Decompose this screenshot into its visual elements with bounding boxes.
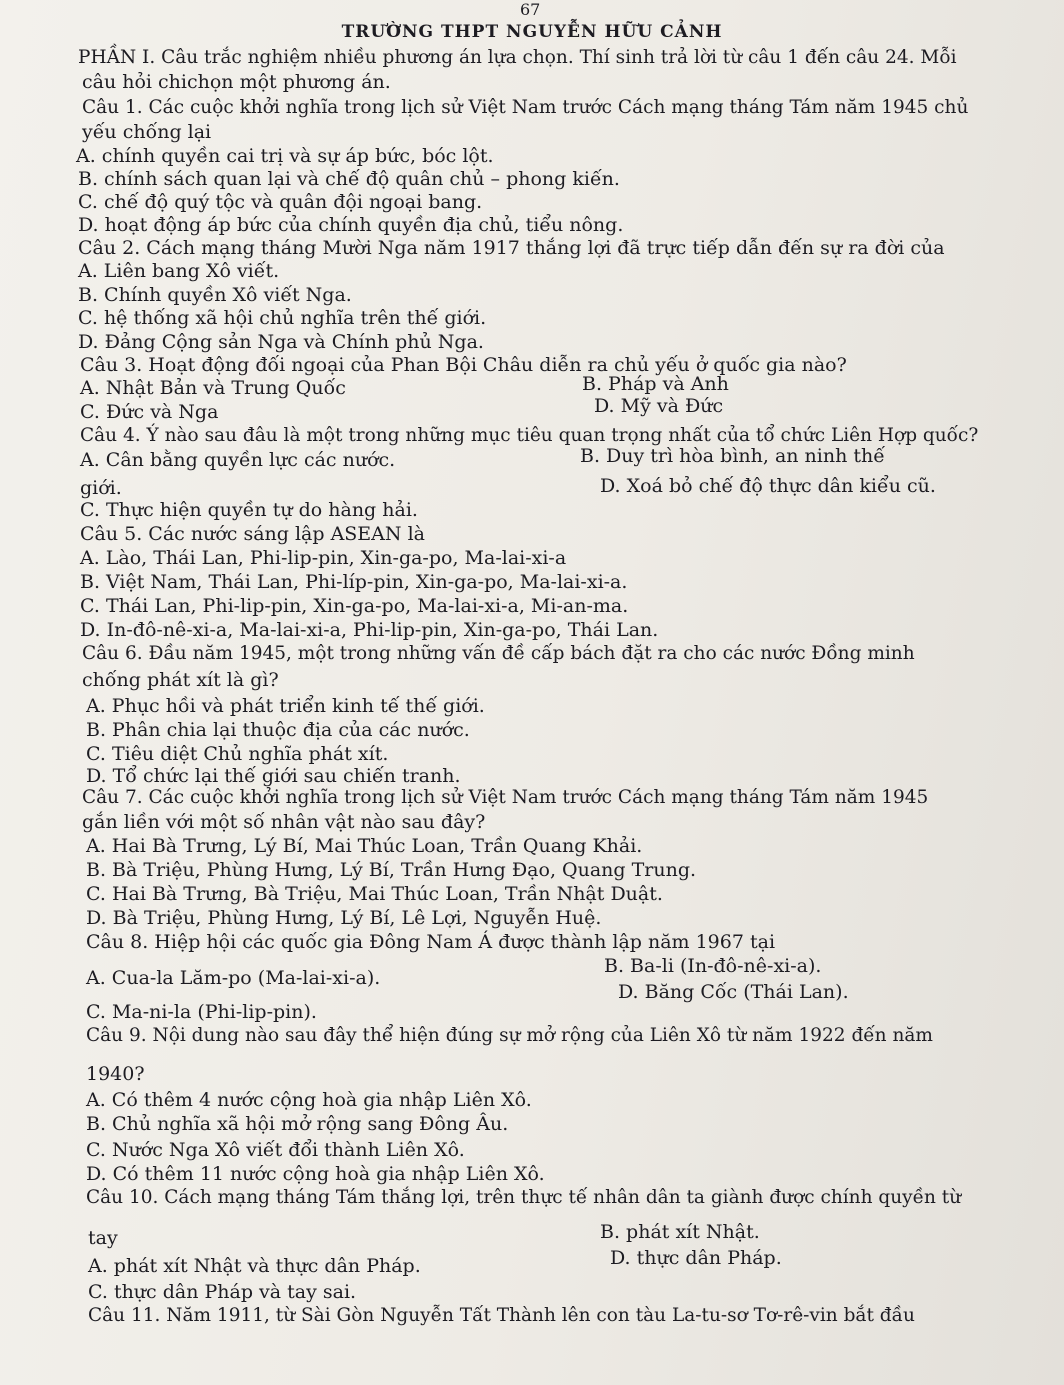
question-1-stem: Câu 1. Các cuộc khởi nghĩa trong lịch sử Việt Nam trước Cách mạng tháng Tám năm 1945 chủ [82, 97, 969, 118]
question-10-option-c: C. thực dân Pháp và tay sai. [88, 1281, 357, 1303]
question-6-stem: Câu 6. Đầu năm 1945, một trong những vấn đề cấp bách đặt ra cho các nước Đồng minh [82, 643, 915, 664]
question-2-option-d: D. Đảng Cộng sản Nga và Chính phủ Nga. [78, 331, 484, 353]
question-7-stem: Câu 7. Các cuộc khởi nghĩa trong lịch sử Việt Nam trước Cách mạng tháng Tám năm 1945 [82, 787, 929, 808]
question-9-option-b: B. Chủ nghĩa xã hội mở rộng sang Đông Âu. [86, 1113, 509, 1135]
question-5-stem: Câu 5. Các nước sáng lập ASEAN là [80, 523, 425, 545]
question-9-option-d: D. Có thêm 11 nước cộng hoà gia nhập Liên Xô. [86, 1163, 545, 1185]
question-4-option-d: D. Xoá bỏ chế độ thực dân kiểu cũ. [600, 475, 936, 497]
question-1-option-b: B. chính sách quan lại và chế độ quân chủ – phong kiến. [78, 168, 620, 190]
question-1-stem: yếu chống lại [82, 121, 212, 143]
question-4-option-a: A. Cân bằng quyền lực các nước. [80, 449, 396, 471]
question-5-option-b: B. Việt Nam, Thái Lan, Phi-líp-pin, Xin-ga-po, Ma-lai-xi-a. [80, 571, 628, 593]
question-1-option-c: C. chế độ quý tộc và quân đội ngoại bang. [78, 191, 483, 213]
question-9-stem: Câu 9. Nội dung nào sau đây thể hiện đúng sự mở rộng của Liên Xô từ năm 1922 đến năm [86, 1025, 933, 1046]
question-3-option-d: D. Mỹ và Đức [594, 395, 724, 417]
question-4-option-c: C. Thực hiện quyền tự do hàng hải. [80, 499, 418, 521]
question-2-stem: Câu 2. Cách mạng tháng Mười Nga năm 1917 thắng lợi đã trực tiếp dẫn đến sự ra đời của [78, 237, 945, 259]
question-4-stem: Câu 4. Ý nào sau đâu là một trong những mục tiêu quan trọng nhất của tổ chức Liên Hợp quốc? [80, 425, 979, 446]
question-1-option-d: D. hoạt động áp bức của chính quyền địa chủ, tiểu nông. [78, 214, 624, 236]
question-8-stem: Câu 8. Hiệp hội các quốc gia Đông Nam Á được thành lập năm 1967 tại [86, 931, 776, 953]
question-6-option-c: C. Tiêu diệt Chủ nghĩa phát xít. [86, 743, 389, 765]
question-5-option-d: D. In-đô-nê-xi-a, Ma-lai-xi-a, Phi-lip-pin, Xin-ga-po, Thái Lan. [80, 619, 659, 641]
question-10-option-d: D. thực dân Pháp. [610, 1247, 782, 1269]
question-7-option-a: A. Hai Bà Trưng, Lý Bí, Mai Thúc Loan, Trần Quang Khải. [86, 835, 643, 857]
question-9-option-a: A. Có thêm 4 nước cộng hoà gia nhập Liên Xô. [86, 1089, 532, 1111]
question-5-option-a: A. Lào, Thái Lan, Phi-lip-pin, Xin-ga-po, Ma-lai-xi-a [80, 547, 567, 569]
question-7-option-c: C. Hai Bà Trưng, Bà Triệu, Mai Thúc Loan, Trần Nhật Duật. [86, 883, 663, 905]
question-5-option-c: C. Thái Lan, Phi-lip-pin, Xin-ga-po, Ma-lai-xi-a, Mi-an-ma. [80, 595, 629, 617]
question-8-option-a: A. Cua-la Lăm-po (Ma-lai-xi-a). [86, 967, 381, 989]
page-number: 67 [520, 0, 541, 19]
question-4-option-b: B. Duy trì hòa bình, an ninh thế [580, 445, 885, 467]
question-10-option-a: A. phát xít Nhật và thực dân Pháp. [88, 1255, 421, 1277]
question-7-stem: gắn liền với một số nhân vật nào sau đây? [82, 811, 486, 833]
question-6-stem: chống phát xít là gì? [82, 669, 279, 691]
question-4-option-b-cont: giới. [80, 477, 122, 499]
question-7-option-b: B. Bà Triệu, Phùng Hưng, Lý Bí, Trần Hưng Đạo, Quang Trung. [86, 859, 697, 881]
question-8-option-d: D. Băng Cốc (Thái Lan). [618, 981, 849, 1003]
question-8-option-b: B. Ba-li (In-đô-nê-xi-a). [604, 955, 822, 977]
section-intro-line: PHẦN I. Câu trắc nghiệm nhiều phương án lựa chọn. Thí sinh trả lời từ câu 1 đến câu 24. Mỗi [78, 47, 957, 68]
question-10-stem: tay [88, 1227, 118, 1249]
question-3-option-c: C. Đức và Nga [80, 401, 219, 423]
question-10-stem: Câu 10. Cách mạng tháng Tám thắng lợi, trên thực tế nhân dân ta giành được chính quyền từ [86, 1187, 962, 1208]
school-header: TRƯỜNG THPT NGUYỄN HỮU CẢNH [341, 22, 723, 42]
question-2-option-a: A. Liên bang Xô viết. [78, 260, 280, 282]
question-3-option-a: A. Nhật Bản và Trung Quốc [80, 377, 346, 399]
question-10-option-b: B. phát xít Nhật. [600, 1221, 760, 1243]
question-3-option-b: B. Pháp và Anh [582, 373, 729, 395]
question-8-option-c: C. Ma-ni-la (Phi-lip-pin). [86, 1001, 317, 1023]
question-1-option-a: A. chính quyền cai trị và sự áp bức, bóc lột. [76, 145, 494, 167]
question-9-option-c: C. Nước Nga Xô viết đổi thành Liên Xô. [86, 1139, 465, 1161]
question-2-option-c: C. hệ thống xã hội chủ nghĩa trên thế giới. [78, 307, 487, 329]
question-11-stem: Câu 11. Năm 1911, từ Sài Gòn Nguyễn Tất Thành lên con tàu La-tu-sơ Tơ-rê-vin bắt đầu [88, 1305, 915, 1326]
question-7-option-d: D. Bà Triệu, Phùng Hưng, Lý Bí, Lê Lợi, Nguyễn Huệ. [86, 907, 602, 929]
question-2-option-b: B. Chính quyền Xô viết Nga. [78, 284, 352, 306]
question-6-option-a: A. Phục hồi và phát triển kinh tế thế giới. [86, 695, 485, 717]
question-6-option-b: B. Phân chia lại thuộc địa của các nước. [86, 719, 470, 741]
section-intro-line: câu hỏi chichọn một phương án. [82, 71, 391, 93]
question-3-stem: Câu 3. Hoạt động đối ngoại của Phan Bội Châu diễn ra chủ yếu ở quốc gia nào? [80, 354, 847, 376]
question-6-option-d: D. Tổ chức lại thế giới sau chiến tranh. [86, 765, 461, 787]
question-9-stem: 1940? [86, 1063, 145, 1085]
